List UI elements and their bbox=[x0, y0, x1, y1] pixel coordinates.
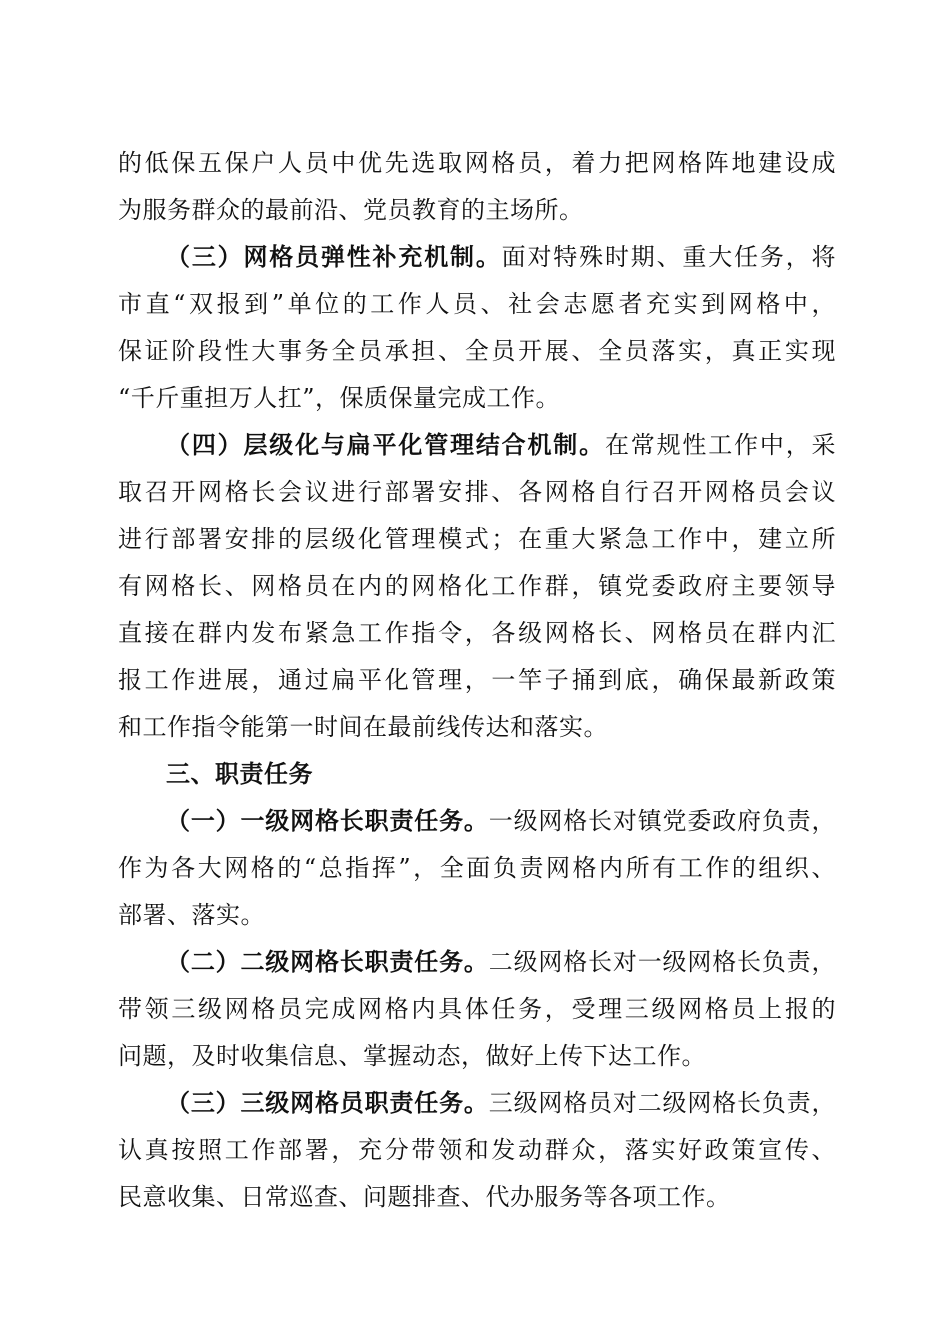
paragraph-heading: （一）一级网格长职责任务。 bbox=[166, 807, 489, 835]
paragraph-heading: （四）层级化与扁平化管理结合机制。 bbox=[166, 431, 605, 459]
paragraph-first-line bbox=[118, 422, 836, 469]
paragraph-line: “千斤重担万人扛”，保质保量完成工作。 bbox=[118, 384, 561, 412]
section-heading: 三、职责任务 bbox=[166, 760, 313, 788]
paragraph-text: 一级网格长对镇党委政府负责， bbox=[488, 807, 836, 835]
paragraph-first-line bbox=[118, 939, 836, 986]
paragraph-first-line bbox=[118, 798, 836, 845]
paragraph-line: 的低保五保户人员中优先选取网格员，着力把网格阵地建设成 bbox=[118, 149, 836, 177]
paragraph-first-line bbox=[118, 234, 836, 281]
paragraph-line: 问题，及时收集信息、掌握动态，做好上传下达工作。 bbox=[118, 1042, 706, 1070]
paragraph-line: 市直“双报到”单位的工作人员、社会志愿者充实到网格中， bbox=[118, 290, 836, 318]
paragraph-text: 二级网格长对一级网格长负责， bbox=[488, 948, 836, 976]
paragraph-text: 面对特殊时期、重大任务，将 bbox=[501, 243, 836, 271]
paragraph-heading: （三）网格员弹性补充机制。 bbox=[166, 243, 502, 271]
paragraph-line: 部署、落实。 bbox=[118, 901, 265, 929]
paragraph-line: 认真按照工作部署，充分带领和发动群众，落实好政策宣传、 bbox=[118, 1136, 836, 1164]
paragraph-line: 为服务群众的最前沿、党员教育的主场所。 bbox=[118, 196, 584, 224]
paragraph-line: 带领三级网格员完成网格内具体任务，受理三级网格员上报的 bbox=[118, 995, 836, 1023]
paragraph-text: 在常规性工作中，采 bbox=[604, 431, 836, 459]
paragraph-line: 民意收集、日常巡查、问题排查、代办服务等各项工作。 bbox=[118, 1183, 731, 1211]
paragraph-line: 取召开网格长会议进行部署安排、各网格自行召开网格员会议 bbox=[118, 478, 836, 506]
paragraph-line: 保证阶段性大事务全员承担、全员开展、全员落实，真正实现 bbox=[118, 337, 836, 365]
paragraph-line: 有网格长、网格员在内的网格化工作群，镇党委政府主要领导 bbox=[118, 572, 836, 600]
paragraph-heading: （二）二级网格长职责任务。 bbox=[166, 948, 489, 976]
paragraph-first-line bbox=[118, 1080, 836, 1127]
paragraph-heading: （三）三级网格员职责任务。 bbox=[166, 1089, 489, 1117]
paragraph-text: 三级网格员对二级网格长负责， bbox=[488, 1089, 836, 1117]
paragraph-line: 作为各大网格的“总指挥”，全面负责网格内所有工作的组织、 bbox=[118, 854, 836, 882]
paragraph-line: 报工作进展，通过扁平化管理，一竿子捅到底，确保最新政策 bbox=[118, 666, 836, 694]
document-body bbox=[118, 140, 836, 1221]
paragraph-line: 和工作指令能第一时间在最前线传达和落实。 bbox=[118, 713, 608, 741]
paragraph-line: 直接在群内发布紧急工作指令，各级网格长、网格员在群内汇 bbox=[118, 619, 836, 647]
paragraph-line: 进行部署安排的层级化管理模式；在重大紧急工作中，建立所 bbox=[118, 525, 836, 553]
